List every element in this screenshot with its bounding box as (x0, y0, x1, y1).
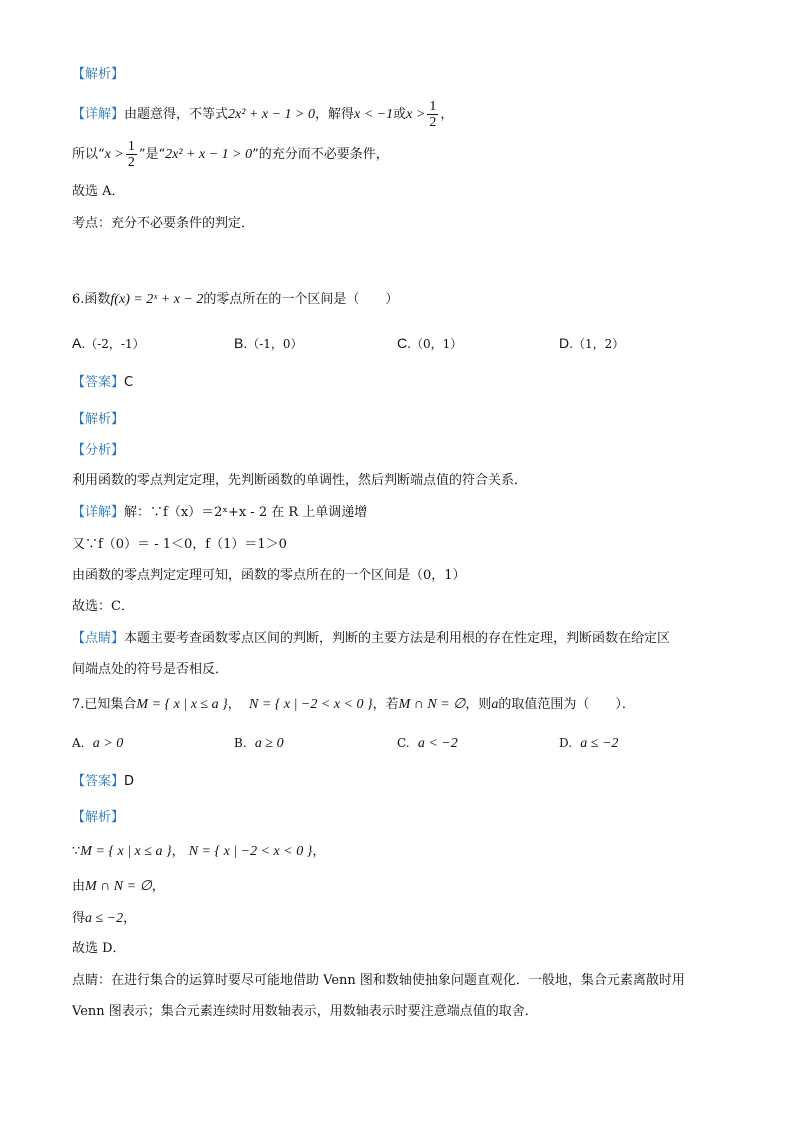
line2-end: ”的充分而不必要条件， (252, 147, 389, 162)
fenxi-tag: 【分析】 (72, 443, 125, 458)
q7-stem-c: ，则 (465, 697, 492, 712)
option-letter: D. (559, 736, 573, 750)
q7-sol-3 (72, 910, 136, 928)
q7-option-b (234, 734, 284, 753)
fraction-half-2 (126, 139, 137, 170)
option-text: a ≥ 0 (254, 736, 284, 751)
sol-sep: ， (171, 844, 185, 859)
q7-dianjing-2: Venn 图表示；集合元素连续时用数轴表示，用数轴表示时要注意端点值的取舍． (72, 1004, 538, 1019)
q6-analysis (72, 411, 124, 429)
frac-denominator: 2 (429, 115, 437, 130)
answer-tag: 【答案】 (72, 375, 125, 390)
line2-inequality: 2x² + x − 1 > 0 (165, 147, 253, 162)
q7-answer (72, 773, 134, 791)
q6-answer (72, 374, 133, 392)
option-text: a < −2 (417, 736, 458, 751)
q6-option-d (559, 334, 624, 354)
q6-fenxi (72, 442, 124, 460)
q7-sep: ， (227, 697, 241, 712)
option-letter: B. (234, 736, 247, 750)
q7-stem-d: 的取值范围为（ ）． (498, 697, 635, 712)
detail-tag: 【详解】 (72, 107, 125, 122)
q7-stem-b: ，若 (372, 697, 399, 712)
detail-tag: 【详解】 (72, 505, 125, 520)
q6-stem-a: 函数 (84, 292, 111, 307)
q7-analysis (72, 809, 124, 827)
q7-option-a (72, 734, 123, 753)
q7-sol-1 (72, 843, 325, 861)
q7-stem (72, 696, 635, 714)
sol2-expr: M ∩ N = ∅ (85, 879, 152, 894)
q7-sol-2 (72, 878, 165, 896)
detail-line-1 (72, 98, 453, 132)
q7-sol-4: 故选 D． (72, 941, 126, 956)
option-text: （0，1） (411, 337, 463, 351)
q7-var: a (491, 697, 499, 712)
set-m: M = { x | x ≤ a } (136, 697, 228, 712)
solution-2: x > (406, 107, 426, 122)
option-text: （1，2） (573, 337, 625, 351)
sol-set-m: M = { x | x ≤ a } (80, 844, 172, 859)
option-text: （-2，-1） (85, 337, 145, 351)
q6-detail-2: 又∵f（0）＝ - 1＜0，f（1）＝1＞0 (72, 537, 287, 552)
analysis-tag: 【解析】 (72, 67, 125, 82)
q6-fenxi-text: 利用函数的零点判定定理，先判断函数的单调性，然后判断端点值的符合关系． (72, 473, 528, 488)
q6-option-b (234, 334, 303, 354)
option-letter: D. (559, 335, 573, 351)
q6-option-c (397, 334, 462, 354)
detail-line-2 (72, 138, 389, 172)
q7-number: 7. (72, 697, 85, 712)
q6-detail-1 (72, 504, 367, 522)
sol3-expr: a ≤ −2 (85, 911, 124, 926)
fraction-half (427, 99, 438, 130)
option-text: a > 0 (92, 736, 124, 751)
frac-numerator: 1 (429, 99, 437, 114)
set-n: N = { x | −2 < x < 0 } (248, 697, 373, 712)
q6-stem (72, 291, 398, 309)
solve-text: ，解得 (315, 107, 355, 122)
kaodian-line: 考点：充分不必要条件的判定． (72, 216, 255, 231)
q7-dianjing-1: 点睛：在进行集合的运算时要尽可能地借助 Venn 图和数轴使抽象问题直观化．一般地，集合元素离散时用 (72, 973, 685, 988)
q6-dianjing-2: 间端点处的符号是否相反． (72, 662, 229, 677)
option-letter: B. (234, 335, 248, 351)
answer-tag: 【答案】 (72, 774, 125, 789)
sol3-end: ， (123, 911, 137, 926)
q7-option-c (397, 734, 458, 753)
option-letter: A. (72, 736, 85, 750)
q6-detail-4: 故选：C． (72, 599, 134, 614)
q6-number: 6. (72, 292, 85, 307)
answer-value: D (124, 774, 135, 789)
sol-set-n: N = { x | −2 < x < 0 } (188, 844, 313, 859)
answer-value: C (124, 375, 134, 390)
option-letter: C. (397, 736, 410, 750)
q6-option-a (72, 334, 145, 354)
frac2-numerator: 1 (127, 139, 135, 154)
detail-text: 由题意得，不等式 (124, 107, 229, 122)
analysis-heading (72, 66, 124, 84)
q7-stem-a: 已知集合 (84, 697, 137, 712)
sol3-prefix: 得 (72, 911, 86, 926)
inequality: 2x² + x − 1 > 0 (228, 107, 315, 122)
q6-detail-3: 由函数的零点判定定理可知，函数的零点所在的一个区间是（0，1） (72, 568, 466, 583)
q6-stem-b: 的零点所在的一个区间是（ ） (203, 292, 399, 307)
solution-1: x < −1 (354, 107, 394, 122)
option-letter: A. (72, 335, 86, 351)
line2-open: 所以“ (72, 147, 105, 162)
because-symbol: ∵ (72, 844, 81, 859)
option-letter: C. (397, 335, 411, 351)
analysis-tag: 【解析】 (72, 810, 125, 825)
option-text: （-1，0） (247, 337, 303, 351)
q6-function: f(x) = 2ˣ + x − 2 (110, 292, 204, 307)
option-text: a ≤ −2 (580, 736, 619, 751)
dianjing-tag: 【点睛】 (72, 631, 125, 646)
comma: ， (440, 107, 454, 122)
detail-1-text: 解：∵f（x）＝2ˣ+x - 2 在 R 上单调递增 (124, 505, 368, 520)
analysis-tag: 【解析】 (72, 412, 125, 427)
or-text: 或 (393, 107, 407, 122)
line2-x: x > (104, 147, 124, 162)
q6-dianjing-1 (72, 630, 670, 648)
line2-mid: ”是“ (138, 147, 166, 162)
q7-option-d (559, 734, 618, 753)
sol-end: ， (312, 844, 326, 859)
prev-choice: 故选 A． (72, 184, 125, 199)
sol2-prefix: 由 (72, 879, 86, 894)
sol2-end: ， (151, 879, 165, 894)
dianjing-1-text: 本题主要考查函数零点区间的判断，判断的主要方法是利用根的存在性定理，判断函数在给定区 (124, 631, 671, 646)
q7-condition: M ∩ N = ∅ (398, 697, 466, 712)
frac2-denominator: 2 (127, 155, 135, 170)
